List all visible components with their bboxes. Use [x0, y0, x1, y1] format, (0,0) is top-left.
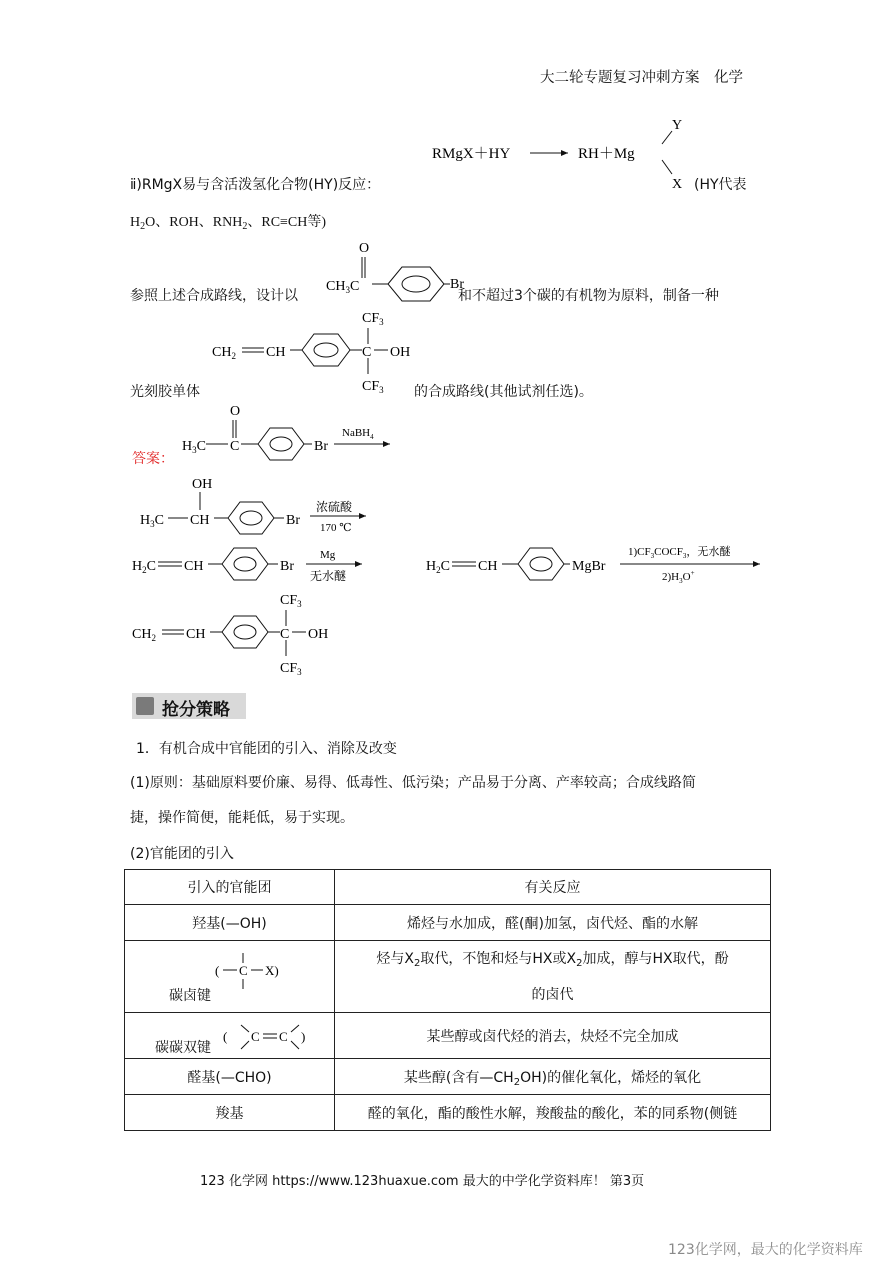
temp-label: 170 ℃ — [320, 522, 352, 534]
step4-top-label: $1)CF_3COCF_3$，无水醚 — [628, 546, 731, 560]
svg-text:OH: OH — [308, 627, 329, 642]
answer-label: 答案： — [132, 451, 174, 467]
question-suffix: 和不超过3个碳的有机物为原料，制备一种 — [458, 288, 719, 304]
svg-text:Br: Br — [450, 277, 464, 292]
svg-text:CF3: $CF_3$ — [362, 311, 384, 327]
reaction-cell: 烃与$X_2$取代，不饱和烃与HX或$X_2$加成，醇与HX取代，酚 的卤代 — [335, 941, 771, 1013]
svg-text:CH: CH — [190, 513, 210, 528]
svg-text:CH3C: $CH_3C$ — [326, 279, 360, 295]
table-row — [125, 1095, 771, 1131]
table-header-row — [125, 870, 771, 905]
table-row — [125, 905, 771, 941]
svg-text:H2C: $H_2C$ — [132, 559, 156, 575]
table-row — [125, 1059, 771, 1095]
monomer-structure — [210, 304, 430, 396]
question-prefix: 参照上述合成路线，设计以 — [130, 288, 298, 304]
answer-step2 — [138, 472, 378, 532]
svg-text:H2C: $H_2C$ — [426, 559, 450, 575]
page-footer: 123 化学网 https://www.123huaxue.com 最大的中学化学资料库！ 第3页 — [200, 1174, 645, 1189]
svg-text:X): X) — [265, 963, 279, 978]
svg-text:CF3: $CF_3$ — [280, 661, 302, 677]
nabh4-label: NaBH$_4$ — [342, 427, 374, 441]
eq-x: X — [672, 177, 683, 192]
monomer-suffix: 的合成路线(其他试剂任选)。 — [414, 384, 593, 400]
group-cell: 醛基(—CHO) — [125, 1059, 335, 1095]
svg-text:C: C — [230, 439, 240, 454]
watermark: 123化学网，最大的化学资料库 — [668, 1242, 863, 1258]
svg-text:Br: Br — [280, 559, 294, 574]
table-header-reaction: 有关反应 — [335, 870, 771, 905]
svg-text:CH2: $CH_2$ — [132, 627, 156, 643]
mg-label: Mg — [320, 549, 336, 561]
table-row — [125, 941, 771, 1013]
group-cell — [125, 941, 335, 1013]
svg-text:C: C — [362, 345, 372, 360]
table-header-group: 引入的官能团 — [125, 870, 335, 905]
reaction-cell: 某些醇(含有$—CH_2OH$)的催化氧化，烯烃的氧化 — [335, 1059, 771, 1095]
strategy-p2: (2)官能团的引入 — [130, 846, 234, 862]
svg-text:CF3: $CF_3$ — [280, 593, 302, 609]
h2so4-label: 浓硫酸 — [316, 500, 353, 514]
functional-group-table — [124, 869, 771, 1131]
ether-label: 无水醚 — [310, 569, 347, 583]
strategy-badge-label: 抢分策略 — [162, 700, 230, 720]
group-cell: 羧基 — [125, 1095, 335, 1131]
svg-text:): ) — [301, 1029, 306, 1044]
reactant-structure — [322, 236, 462, 306]
svg-text:C: C — [279, 1029, 288, 1044]
svg-text:O: O — [230, 404, 241, 419]
reaction-cell: 烯烃与水加成，醛(酮)加氢，卤代烃、酯的水解 — [335, 905, 771, 941]
reaction-cell: 某些醇或卤代烃的消去，炔烃不完全加成 — [335, 1013, 771, 1059]
strategy-p1: (1)原则：基础原料要价廉、易得、低毒性、低污染；产品易于分离、产率较高；合成线路简 — [130, 775, 696, 791]
group-label: 碳碳双键 — [155, 1040, 211, 1056]
grignard-intro: ⅱ)RMgX易与含活泼氢化合物(HY)反应： — [130, 177, 381, 193]
svg-text:H3C: $H_3C$ — [182, 439, 206, 455]
group-cell: 羟基(—OH) — [125, 905, 335, 941]
header-title: 大二轮专题复习冲刺方案 化学 — [540, 70, 743, 86]
svg-text:OH: OH — [192, 477, 213, 492]
table-row — [125, 1013, 771, 1059]
monomer-label: 光刻胶单体 — [130, 384, 200, 400]
double-bond-structure — [221, 1017, 311, 1057]
svg-text:(: ( — [215, 963, 220, 978]
eq-y: Y — [672, 118, 683, 133]
strategy-p1b: 捷，操作简便，能耗低，易于实现。 — [130, 810, 354, 826]
svg-text:C: C — [251, 1029, 260, 1044]
book-icon — [136, 697, 154, 715]
svg-text:CH: CH — [184, 559, 204, 574]
group-cell — [125, 1013, 335, 1059]
eq-rhs: RH＋Mg — [578, 146, 635, 162]
svg-text:MgBr: MgBr — [572, 559, 606, 574]
hy-examples: $H_2O$、ROH、$RNH_2$、RC≡CH等) — [130, 215, 327, 232]
svg-text:O: O — [359, 241, 370, 256]
step4-bottom-label: $2)H_3O^+$ — [662, 569, 695, 585]
group-label: 碳卤键 — [169, 988, 211, 1004]
svg-text:C: C — [280, 627, 290, 642]
carbon-halogen-structure — [213, 949, 303, 993]
svg-text:CH: CH — [266, 345, 286, 360]
answer-step4 — [424, 540, 770, 590]
svg-text:Br: Br — [314, 439, 328, 454]
svg-text:H3C: $H_3C$ — [140, 513, 164, 529]
svg-text:CH2: $CH_2$ — [212, 345, 236, 361]
hy-tail: (HY代表 — [694, 177, 747, 193]
svg-text:CH: CH — [478, 559, 498, 574]
reaction-cell: 醛的氧化，酯的酸性水解，羧酸盐的酸化，苯的同系物(侧链 — [335, 1095, 771, 1131]
answer-product — [130, 586, 360, 678]
svg-text:Br: Br — [286, 513, 300, 528]
svg-text:CF3: $CF_3$ — [362, 379, 384, 395]
svg-text:CH: CH — [186, 627, 206, 642]
svg-text:C: C — [239, 963, 248, 978]
strategy-item1: 1．有机合成中官能团的引入、消除及改变 — [136, 741, 397, 757]
eq-lhs: RMgX＋HY — [432, 146, 511, 162]
answer-step3 — [130, 540, 380, 590]
svg-text:(: ( — [223, 1029, 228, 1044]
svg-text:OH: OH — [390, 345, 411, 360]
answer-step1 — [178, 400, 398, 466]
